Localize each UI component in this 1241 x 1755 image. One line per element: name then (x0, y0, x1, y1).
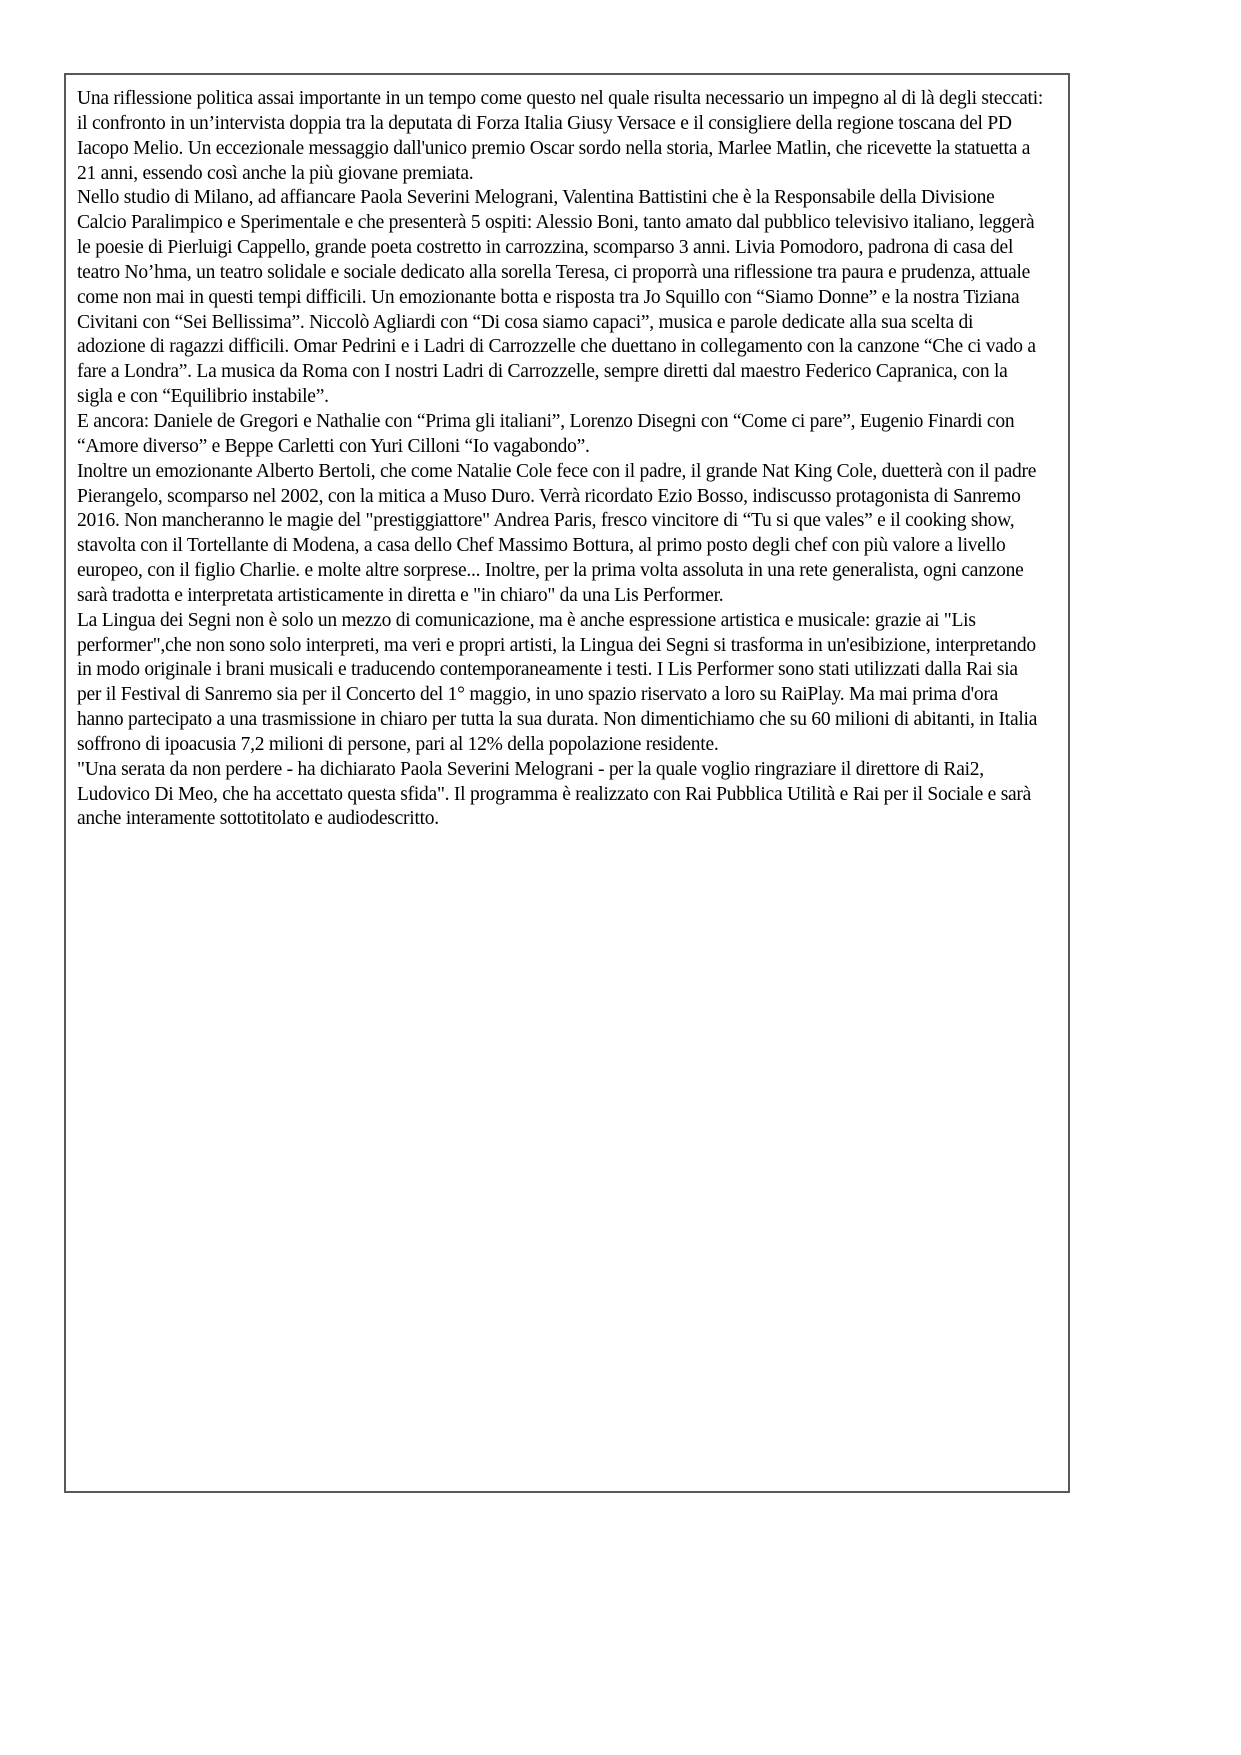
paragraph: Una riflessione politica assai importante in un tempo come questo nel quale risulta necessario un impegno al di là degli steccati: il confronto in un’intervista doppia tra la deputata di Forza Italia Giusy Versace e il consigliere della regione toscana del PD Iacopo Melio. Un eccezionale messaggio dall'unico premio Oscar sordo nella storia, Marlee Matlin, che ricevette la statuetta a 21 anni, essendo così anche la più giovane premiata. (77, 88, 1044, 184)
document-body-text (66, 75, 1068, 832)
paragraph: La Lingua dei Segni non è solo un mezzo di comunicazione, ma è anche espressione artistica e musicale: grazie ai "Lis performer",che non sono solo interpreti, ma veri e propri artisti, la Lingua dei Segni si trasforma in un'esibizione, interpretando in modo originale i brani musicali e traducendo contemporaneamente i testi. I Lis Performer sono stati utilizzati dalla Rai sia per il Festival di Sanremo sia per il Concerto del 1° maggio, in uno spazio riservato a loro su RaiPlay. Ma mai prima d'ora hanno partecipato a una trasmissione in chiaro per tutta la sua durata. Non dimentichiamo che su 60 milioni di abitanti, in Italia soffrono di ipoacusia 7,2 milioni di persone, pari al 12% della popolazione residente. (77, 609, 1038, 755)
paragraph: Inoltre un emozionante Alberto Bertoli, che come Natalie Cole fece con il padre, il grande Nat King Cole, duetterà con il padre Pierangelo, scomparso nel 2002, con la mitica a Muso Duro. Verrà ricordato Ezio Bosso, indiscusso protagonista di Sanremo 2016. Non mancheranno le magie del "prestiggiattore" Andrea Paris, fresco vincitore di “Tu si que vales” e il cooking show, stavolta con il Tortellante di Modena, a casa dello Chef Massimo Bottura, al primo posto degli chef con più valore a livello europeo, con il figlio Charlie. e molte altre sorprese... Inoltre, per la prima volta assoluta in una rete generalista, ogni canzone sarà tradotta e interpretata artisticamente in diretta e "in chiaro" da una Lis Performer. (77, 460, 1037, 606)
paragraph: "Una serata da non perdere - ha dichiarato Paola Severini Melograni - per la quale voglio ringraziare il direttore di Rai2, Ludovico Di Meo, che ha accettato questa sfida". Il programma è realizzato con Rai Pubblica Utilità e Rai per il Sociale e sarà anche interamente sottotitolato e audiodescritto. (77, 758, 1032, 830)
paragraph: E ancora: Daniele de Gregori e Nathalie con “Prima gli italiani”, Lorenzo Disegni con “Come ci pare”, Eugenio Finardi con “Amore diverso” e Beppe Carletti con Yuri Cilloni “Io vagabondo”. (77, 410, 1015, 457)
text-frame (64, 73, 1070, 1493)
paragraph: Nello studio di Milano, ad affiancare Paola Severini Melograni, Valentina Battistini che è la Responsabile della Divisione Calcio Paralimpico e Sperimentale e che presenterà 5 ospiti: Alessio Boni, tanto amato dal pubblico televisivo italiano, leggerà le poesie di Pierluigi Cappello, grande poeta costretto in carrozzina, scomparso 3 anni. Livia Pomodoro, padrona di casa del teatro No’hma, un teatro solidale e sociale dedicato alla sorella Teresa, ci proporrà una riflessione tra paura e prudenza, attuale come non mai in questi tempi difficili. Un emozionante botta e risposta tra Jo Squillo con “Siamo Donne” e la nostra Tiziana Civitani con “Sei Bellissima”. Niccolò Agliardi con “Di cosa siamo capaci”, musica e parole dedicate alla sua scelta di adozione di ragazzi difficili. Omar Pedrini e i Ladri di Carrozzelle che duettano in collegamento con la canzone “Che ci vado a fare a Londra”. La musica da Roma con I nostri Ladri di Carrozzelle, sempre diretti dal maestro Federico Capranica, con la sigla e con “Equilibrio instabile”. (77, 187, 1036, 408)
